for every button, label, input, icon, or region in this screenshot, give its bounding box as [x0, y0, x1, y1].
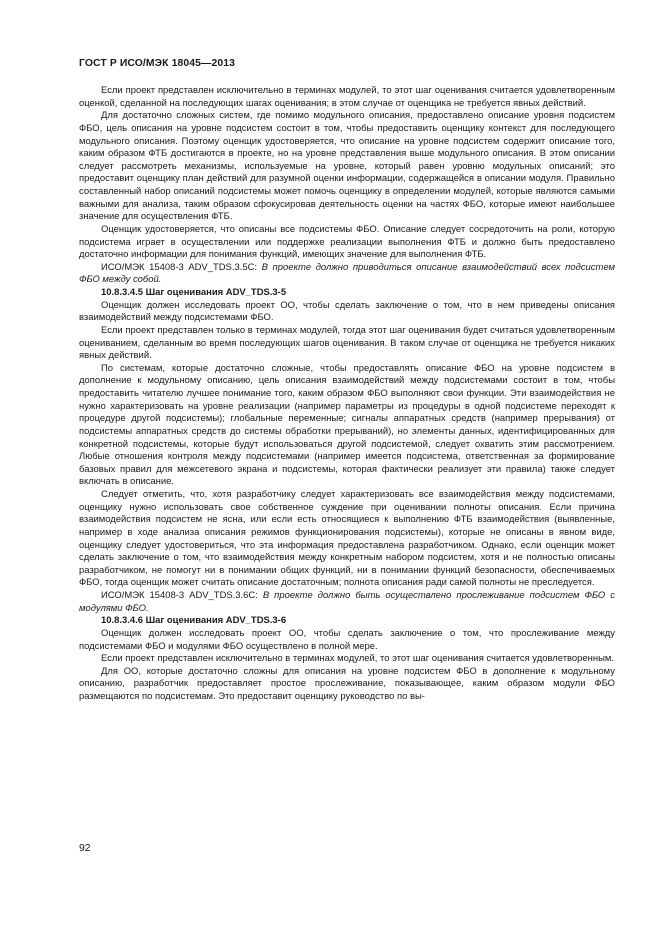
paragraph: Оценщик удостоверяется, что описаны все подсистемы ФБО. Описание следует сосредоточить на роли, которую подсистема играет в осуществлении или поддержке реализации выполнения ФТБ и должно быть предоставлено достаточно информации для понимания функций, имеющих значение для выполнения ФТБ. — [79, 223, 615, 261]
page-number: 92 — [79, 843, 91, 854]
paragraph: Для достаточно сложных систем, где помимо модульного описания, предоставлено описание уровня подсистем ФБО, цель описания на уровне подсистем состоит в том, чтобы предоставить оценщику контекст для последующего модульного описания. Поэтому оценщик удостоверяется, что описание на уровне подсистем содержит описание того, каким образом ФТБ достигаются в проекте, но на уровне представления выше модульного описания. В этом описании следует рассмотреть механизмы, используемые на уровне, который равен уровню модульных описаний; это предоставит оценщику план действий для разумной оценки информации, содержащейся в описании модуля. Правильно составленный набор описаний подсистемы может помочь оценщику в определении модулей, которые являются самыми важными для анализа, таким образом сфокусировав деятельность оценки на частях ФБО, которые имеют наибольшее значение для осуществления ФТБ. — [79, 110, 615, 223]
reference-paragraph — [79, 590, 615, 615]
section-heading: 10.8.3.4.6 Шаг оценивания ADV_TDS.3-6 — [101, 615, 287, 627]
paragraph: Если проект представлен только в терминах модулей, тогда этот шаг оценивания будет считаться удовлетворенным оцениванием, сделанным во время последующих шагов оценивания. В таком случае от оценщика не требуется никаких явных действий. — [79, 324, 615, 362]
paragraph: По системам, которые достаточно сложные, чтобы предоставлять описание ФБО на уровне подсистем в дополнение к модульному описанию, цель описания взаимодействий между подсистемами состоит в том, чтобы предоставить читателю лучшее понимание того, каким образом ФБО выполняют свои функции. Эти взаимодействия не нужно характеризовать на уровне реализации (например параметры из процедуры в одной подсистеме переходят к процедуре другой подсистемы); глобальные переменные; сигналы аппаратных средств (например прерывания) от подсистемы аппаратных средств до системы обработки прерываний), но элементы данных, идентифицированных для конкретной подсистемы, которые будут использоваться другой подсистемой, следует охватить этим рассмотрением. Любые отношения контроля между подсистемами (например имеется подсистема, ответственная за формирование базовых правил для межсетевого экрана и подсистемы, которая фактически реализует эти правила) также следует включать в описание. — [79, 362, 615, 488]
section-heading: 10.8.3.4.5 Шаг оценивания ADV_TDS.3-5 — [101, 287, 287, 298]
paragraph: Если проект представлен исключительно в терминах модулей, то этот шаг оценивания считается удовлетворенным. — [101, 653, 614, 665]
paragraph: Оценщик должен исследовать проект ОО, чтобы сделать заключение о том, что в нем приведены описания взаимодействий между подсистемами ФБО. — [79, 299, 615, 324]
paragraph: Для ОО, которые достаточно сложны для описания на уровне подсистем ФБО в дополнение к модульному описанию, разработчик предоставляет простое прослеживание, показывающее, каким образом модули ФБО размещаются по подсистемам. Это предоставит оценщику руководство по вы- — [79, 665, 615, 702]
standard-header: ГОСТ Р ИСО/МЭК 18045—2013 — [79, 58, 235, 69]
reference-prefix: ИСО/МЭК 15408-3 ADV_TDS.3.6C: — [101, 590, 263, 601]
paragraph: Следует отметить, что, хотя разработчику следует характеризовать все взаимодействия между подсистемами, оценщику нужно использовать свое собственное суждение при оценивании полноты описания. Если причина взаимодействия подсистем не ясна, или если есть относящиеся к выполнению ФТБ взаимодействия (выявленные, например в ходе анализа описания режимов функционирования подсистемы), которые не описаны в явном виде, оценщику следует удостовериться, что эта информация предоставлена разработчиком. Однако, если оценщик может сделать заключение о том, что взаимодействия между конкретным набором подсистем, хотя и не полностью описаны разработчиком, не помогут ни в понимании общих функций, ни в понимании функций безопасности, обеспечиваемых ФБО, тогда оценщик может считать описание достаточным; полнота описания ради самой полноты не преследуется. — [79, 489, 615, 589]
reference-text: В проекте должно быть осуществлено прослеживание подсистем ФБО с модулями ФБО. — [79, 590, 615, 614]
paragraph: Если проект представлен исключительно в терминах модулей, то этот шаг оценивания считается удовлетворенным оценкой, сделанной на последующих шагах оценивания; в этом случае от оценщика не требуется явных действий. — [79, 85, 615, 109]
paragraph: Оценщик должен исследовать проект ОО, чтобы сделать заключение о том, что прослеживание между подсистемами ФБО и модулями ФБО осуществлено в полной мере. — [79, 627, 615, 652]
body-text — [79, 85, 615, 704]
reference-text: В проекте должно приводиться описание взаимодействий всех подсистем ФБО между собой. — [79, 261, 615, 286]
reference-paragraph — [79, 262, 615, 287]
reference-prefix: ИСО/МЭК 15408-3 ADV_TDS.3.5C: — [101, 261, 262, 273]
